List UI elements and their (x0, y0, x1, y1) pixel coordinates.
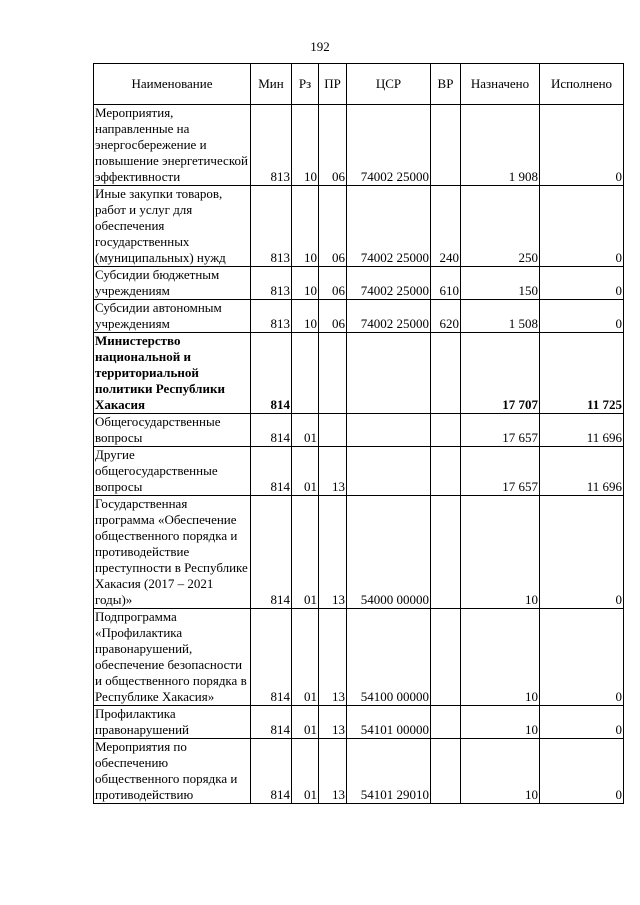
table-row (94, 267, 624, 300)
table-body (94, 105, 624, 804)
table-row (94, 333, 624, 414)
table-row (94, 496, 624, 609)
header-csr: ЦСР (347, 64, 431, 105)
header-pr: ПР (319, 64, 347, 105)
cell-vr: 610 (431, 267, 461, 300)
cell-rz: 01 (292, 609, 319, 706)
cell-csr: 74002 25000 (347, 186, 431, 267)
cell-min: 814 (251, 706, 292, 739)
header-assigned: Назначено (461, 64, 540, 105)
cell-csr: 54101 29010 (347, 739, 431, 804)
cell-pr: 13 (319, 609, 347, 706)
cell-assigned: 250 (461, 186, 540, 267)
cell-name: Мероприятия, направленные на энергосбережение и повышение энергетической эффективности (94, 105, 251, 186)
cell-vr (431, 447, 461, 496)
cell-csr (347, 333, 431, 414)
cell-executed: 11 696 (540, 447, 624, 496)
cell-min: 814 (251, 609, 292, 706)
cell-min: 813 (251, 186, 292, 267)
cell-name: Субсидии бюджетным учреждениям (94, 267, 251, 300)
cell-vr (431, 333, 461, 414)
cell-rz: 01 (292, 447, 319, 496)
cell-min: 813 (251, 267, 292, 300)
cell-vr (431, 706, 461, 739)
cell-name: Мероприятия по обеспечению общественного порядка и противодействию (94, 739, 251, 804)
header-name: Наименование (94, 64, 251, 105)
table-row (94, 447, 624, 496)
table-row (94, 739, 624, 804)
cell-rz: 10 (292, 186, 319, 267)
cell-pr: 06 (319, 300, 347, 333)
cell-pr: 06 (319, 105, 347, 186)
table-row (94, 105, 624, 186)
cell-vr (431, 105, 461, 186)
cell-pr: 13 (319, 447, 347, 496)
cell-vr: 620 (431, 300, 461, 333)
cell-csr: 54000 00000 (347, 496, 431, 609)
cell-assigned: 10 (461, 739, 540, 804)
cell-name: Подпрограмма «Профилактика правонарушений, обеспечение безопасности и общественного порядка в Республике Хакасия» (94, 609, 251, 706)
cell-pr: 13 (319, 496, 347, 609)
cell-executed: 0 (540, 300, 624, 333)
cell-executed: 0 (540, 706, 624, 739)
cell-vr (431, 609, 461, 706)
page-number: 192 (310, 39, 330, 54)
cell-min: 814 (251, 447, 292, 496)
cell-executed: 0 (540, 267, 624, 300)
cell-vr (431, 414, 461, 447)
cell-rz: 01 (292, 739, 319, 804)
cell-min: 814 (251, 496, 292, 609)
cell-assigned: 10 (461, 609, 540, 706)
cell-executed: 0 (540, 496, 624, 609)
cell-executed: 11 725 (540, 333, 624, 414)
cell-min: 814 (251, 739, 292, 804)
cell-csr: 54101 00000 (347, 706, 431, 739)
cell-assigned: 10 (461, 496, 540, 609)
cell-executed: 0 (540, 739, 624, 804)
cell-executed: 0 (540, 186, 624, 267)
table-row (94, 609, 624, 706)
header-executed: Исполнено (540, 64, 624, 105)
cell-csr: 74002 25000 (347, 300, 431, 333)
cell-csr: 74002 25000 (347, 105, 431, 186)
cell-rz: 01 (292, 706, 319, 739)
cell-vr (431, 496, 461, 609)
cell-csr: 74002 25000 (347, 267, 431, 300)
cell-assigned: 17 657 (461, 414, 540, 447)
cell-name: Министерство национальной и территориальной политики Республики Хакасия (94, 333, 251, 414)
table-row (94, 706, 624, 739)
cell-vr: 240 (431, 186, 461, 267)
cell-name: Профилактика правонарушений (94, 706, 251, 739)
cell-assigned: 10 (461, 706, 540, 739)
cell-vr (431, 739, 461, 804)
table-header-row (94, 64, 624, 105)
cell-assigned: 17 657 (461, 447, 540, 496)
cell-executed: 0 (540, 105, 624, 186)
cell-pr: 13 (319, 706, 347, 739)
table-row (94, 186, 624, 267)
cell-min: 814 (251, 333, 292, 414)
cell-pr (319, 333, 347, 414)
cell-assigned: 1 508 (461, 300, 540, 333)
cell-min: 814 (251, 414, 292, 447)
cell-name: Субсидии автономным учреждениям (94, 300, 251, 333)
cell-min: 813 (251, 105, 292, 186)
cell-name: Государственная программа «Обеспечение общественного порядка и противодействие преступности в Республике Хакасия (2017 – 2021 годы)» (94, 496, 251, 609)
header-vr: ВР (431, 64, 461, 105)
cell-csr (347, 447, 431, 496)
cell-pr: 06 (319, 186, 347, 267)
cell-executed: 0 (540, 609, 624, 706)
cell-rz (292, 333, 319, 414)
cell-rz: 10 (292, 267, 319, 300)
cell-executed: 11 696 (540, 414, 624, 447)
cell-rz: 01 (292, 496, 319, 609)
table-row (94, 414, 624, 447)
header-min: Мин (251, 64, 292, 105)
cell-name: Другие общегосударственные вопросы (94, 447, 251, 496)
table-row (94, 300, 624, 333)
cell-name: Общегосударственные вопросы (94, 414, 251, 447)
cell-rz: 10 (292, 105, 319, 186)
cell-csr: 54100 00000 (347, 609, 431, 706)
cell-assigned: 17 707 (461, 333, 540, 414)
cell-name: Иные закупки товаров, работ и услуг для обеспечения государственных (муниципальных) нужд (94, 186, 251, 267)
cell-assigned: 150 (461, 267, 540, 300)
cell-pr (319, 414, 347, 447)
cell-min: 813 (251, 300, 292, 333)
cell-pr: 06 (319, 267, 347, 300)
cell-pr: 13 (319, 739, 347, 804)
budget-table (93, 63, 624, 804)
cell-rz: 10 (292, 300, 319, 333)
cell-rz: 01 (292, 414, 319, 447)
header-rz: Рз (292, 64, 319, 105)
cell-assigned: 1 908 (461, 105, 540, 186)
cell-csr (347, 414, 431, 447)
